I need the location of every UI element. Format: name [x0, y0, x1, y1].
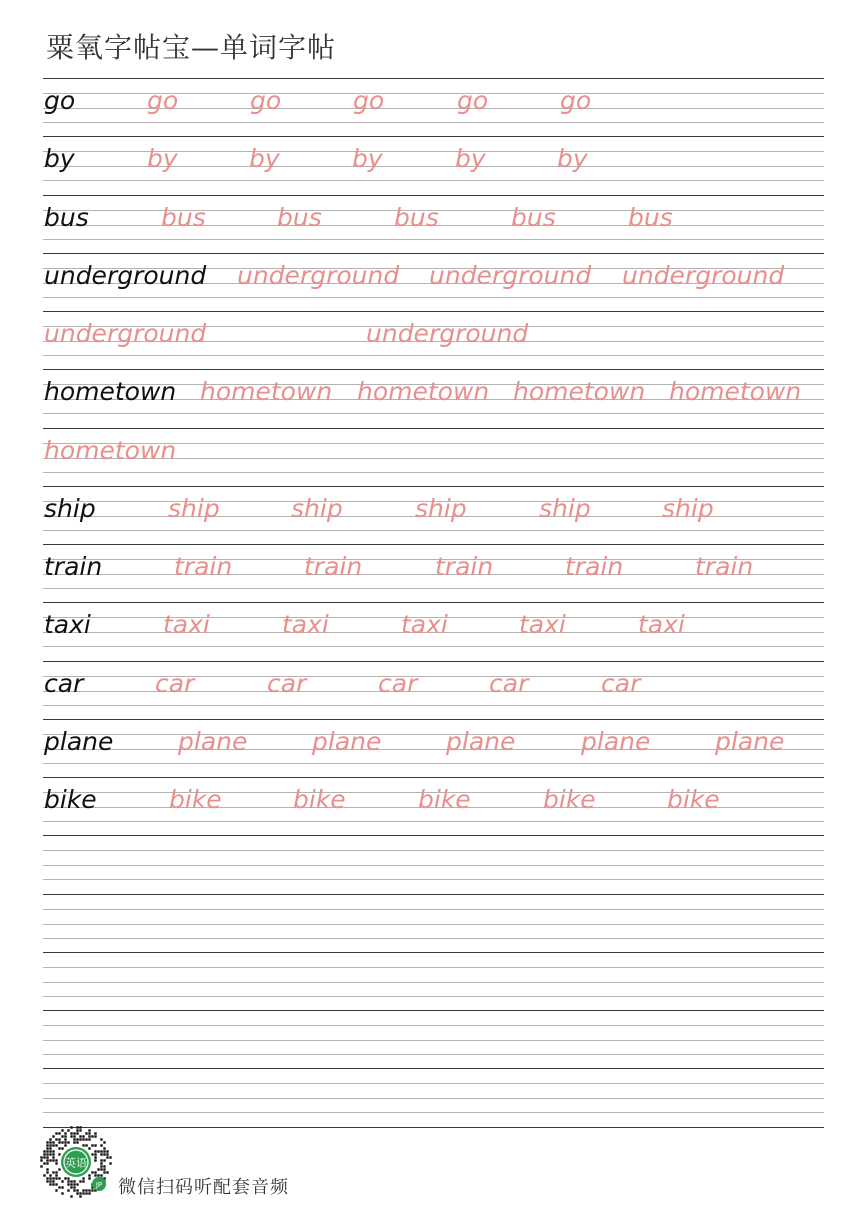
- ruling-line-guide: [43, 734, 824, 735]
- trace-word: by: [147, 144, 178, 173]
- qr-dot: [43, 1156, 45, 1158]
- ruling-line-heavy: [43, 544, 824, 545]
- qr-dot: [97, 1174, 99, 1176]
- ruling-line-heavy: [43, 894, 824, 895]
- qr-dot: [100, 1168, 102, 1170]
- ruling-line-guide: [43, 530, 824, 531]
- trace-word: underground: [44, 319, 207, 348]
- ruling-line-heavy: [43, 602, 824, 603]
- qr-dot: [103, 1165, 105, 1167]
- qr-dot: [100, 1174, 102, 1176]
- qr-dot: [49, 1159, 51, 1161]
- ruling-line-heavy: [43, 311, 824, 312]
- ruling-line-heavy: [43, 136, 824, 137]
- qr-dot: [52, 1177, 54, 1179]
- qr-dot: [55, 1174, 57, 1176]
- writing-sheet: [43, 0, 824, 1227]
- qr-dot: [85, 1132, 87, 1134]
- qr-dot: [88, 1132, 90, 1134]
- qr-dot: [70, 1135, 72, 1137]
- ruling-line-guide: [43, 763, 824, 764]
- model-word: train: [44, 552, 103, 581]
- qr-dot: [46, 1159, 48, 1161]
- qr-dot: [46, 1150, 48, 1152]
- trace-word: underground: [622, 261, 785, 290]
- qr-dot: [103, 1141, 105, 1143]
- qr-dot: [82, 1177, 84, 1179]
- trace-word: plane: [178, 727, 248, 756]
- trace-word: bus: [628, 203, 673, 232]
- qr-dot: [97, 1150, 99, 1152]
- ruling-line-heavy: [43, 486, 824, 487]
- qr-dot: [88, 1147, 90, 1149]
- qr-dot: [100, 1144, 102, 1146]
- trace-word: bus: [394, 203, 439, 232]
- qr-dot: [100, 1165, 102, 1167]
- qr-dot: [40, 1165, 42, 1167]
- qr-dot: [55, 1132, 57, 1134]
- trace-word: hometown: [513, 377, 646, 406]
- ruling-line-heavy: [43, 428, 824, 429]
- page-title: 粟氧字帖宝—单词字帖: [46, 31, 337, 64]
- qr-dot: [52, 1171, 54, 1173]
- qr-dot: [58, 1147, 60, 1149]
- ruling-line-guide: [43, 472, 824, 473]
- trace-word: bike: [667, 785, 720, 814]
- trace-word: go: [560, 86, 592, 115]
- qr-dot: [76, 1138, 78, 1140]
- qr-dot: [79, 1138, 81, 1140]
- qr-dot: [52, 1183, 54, 1185]
- qr-dot: [100, 1138, 102, 1140]
- qr-dot: [94, 1135, 96, 1137]
- qr-dot: [52, 1150, 54, 1152]
- trace-word: go: [250, 86, 282, 115]
- qr-dot: [82, 1192, 84, 1194]
- ruling-line-guide: [43, 1025, 824, 1026]
- qr-dot: [58, 1177, 60, 1179]
- qr-dot: [43, 1153, 45, 1155]
- qr-dot: [76, 1141, 78, 1143]
- qr-dot: [61, 1180, 63, 1182]
- ruling-line-guide: [43, 1083, 824, 1084]
- ruling-line-guide: [43, 413, 824, 414]
- qr-dot: [46, 1180, 48, 1182]
- ruling-line-guide: [43, 1040, 824, 1041]
- trace-word: plane: [446, 727, 516, 756]
- qr-dot: [70, 1186, 72, 1188]
- qr-dot: [100, 1159, 102, 1161]
- trace-word: go: [457, 86, 489, 115]
- qr-dot: [91, 1189, 93, 1191]
- trace-word: taxi: [638, 610, 685, 639]
- qr-dot: [43, 1162, 45, 1164]
- trace-word: hometown: [44, 436, 177, 465]
- qr-dot: [106, 1150, 108, 1152]
- qr-dot: [73, 1186, 75, 1188]
- qr-dot: [49, 1141, 51, 1143]
- qr-dot: [70, 1132, 72, 1134]
- trace-word: taxi: [519, 610, 566, 639]
- qr-dot: [94, 1174, 96, 1176]
- qr-dot: [76, 1192, 78, 1194]
- qr-dot: [79, 1135, 81, 1137]
- trace-word: train: [435, 552, 494, 581]
- ruling-line-guide: [43, 1054, 824, 1055]
- qr-dot: [103, 1171, 105, 1173]
- qr-dot: [100, 1150, 102, 1152]
- model-word: ship: [44, 494, 96, 523]
- qr-dot: [67, 1180, 69, 1182]
- ruling-line-guide: [43, 180, 824, 181]
- qr-dot: [43, 1174, 45, 1176]
- qr-dot: [94, 1156, 96, 1158]
- qr-dot: [49, 1153, 51, 1155]
- trace-word: ship: [662, 494, 714, 523]
- qr-dot: [85, 1138, 87, 1140]
- model-word: plane: [44, 727, 114, 756]
- qr-dot: [91, 1153, 93, 1155]
- qr-dot: [109, 1162, 111, 1164]
- trace-word: underground: [366, 319, 529, 348]
- qr-dot: [46, 1177, 48, 1179]
- qr-dot: [67, 1141, 69, 1143]
- qr-dot: [85, 1192, 87, 1194]
- ruling-line-guide: [43, 749, 824, 750]
- qr-dot: [64, 1141, 66, 1143]
- qr-dot: [55, 1183, 57, 1185]
- qr-dot: [73, 1180, 75, 1182]
- qr-dot: [40, 1156, 42, 1158]
- qr-dot: [46, 1144, 48, 1146]
- qr-dot: [64, 1177, 66, 1179]
- trace-word: car: [601, 669, 641, 698]
- qr-dot: [82, 1180, 84, 1182]
- trace-word: by: [557, 144, 588, 173]
- qr-dot: [82, 1144, 84, 1146]
- qr-dot: [91, 1144, 93, 1146]
- qr-dot: [70, 1126, 72, 1128]
- qr-dot: [109, 1156, 111, 1158]
- ruling-line-guide: [43, 879, 824, 880]
- qr-dot: [58, 1141, 60, 1143]
- qr-dot: [106, 1171, 108, 1173]
- model-word: by: [44, 144, 75, 173]
- ruling-line-heavy: [43, 835, 824, 836]
- qr-dot: [64, 1144, 66, 1146]
- qr-dot: [88, 1129, 90, 1131]
- trace-word: train: [304, 552, 363, 581]
- qr-dot: [103, 1147, 105, 1149]
- ruling-line-guide: [43, 924, 824, 925]
- trace-word: ship: [168, 494, 220, 523]
- ruling-line-guide: [43, 909, 824, 910]
- qr-dot: [52, 1180, 54, 1182]
- qr-dot: [67, 1129, 69, 1131]
- ruling-line-guide: [43, 982, 824, 983]
- trace-word: hometown: [357, 377, 490, 406]
- qr-dot: [55, 1189, 57, 1191]
- qr-corner-text: JP: [95, 1181, 103, 1189]
- model-word: underground: [44, 261, 207, 290]
- qr-dot: [82, 1189, 84, 1191]
- ruling-line-guide: [43, 588, 824, 589]
- qr-dot: [55, 1159, 57, 1161]
- trace-word: bus: [511, 203, 556, 232]
- footer: [40, 1126, 440, 1206]
- qr-dot: [70, 1195, 72, 1197]
- ruling-line-heavy: [43, 1010, 824, 1011]
- ruling-line-guide: [43, 646, 824, 647]
- qr-dot: [94, 1150, 96, 1152]
- qr-dot: [100, 1162, 102, 1164]
- qr-dot: [64, 1138, 66, 1140]
- qr-dot: [61, 1129, 63, 1131]
- qr-dot: [88, 1177, 90, 1179]
- qr-dot: [73, 1135, 75, 1137]
- footer-caption: 微信扫码听配套音频: [118, 1177, 289, 1198]
- trace-word: plane: [715, 727, 785, 756]
- trace-word: go: [147, 86, 179, 115]
- qr-dot: [91, 1171, 93, 1173]
- qr-dot: [73, 1132, 75, 1134]
- qr-dot: [55, 1162, 57, 1164]
- qr-dot: [85, 1189, 87, 1191]
- qr-dot: [49, 1138, 51, 1140]
- qr-dot: [79, 1195, 81, 1197]
- trace-word: underground: [429, 261, 592, 290]
- qr-dot: [46, 1147, 48, 1149]
- qr-dot: [58, 1138, 60, 1140]
- model-word: taxi: [44, 610, 91, 639]
- qr-dot: [52, 1153, 54, 1155]
- qr-dot: [106, 1156, 108, 1158]
- trace-word: train: [174, 552, 233, 581]
- qr-dot: [79, 1126, 81, 1128]
- qr-dot: [61, 1186, 63, 1188]
- qr-dot: [61, 1192, 63, 1194]
- ruling-line-guide: [43, 1098, 824, 1099]
- qr-dot: [49, 1183, 51, 1185]
- qr-dot: [49, 1177, 51, 1179]
- qr-dot: [94, 1159, 96, 1161]
- qr-dot: [46, 1162, 48, 1164]
- qr-dot: [103, 1150, 105, 1152]
- model-word: bike: [44, 785, 97, 814]
- qr-dot: [46, 1156, 48, 1158]
- qr-dot: [46, 1171, 48, 1173]
- qr-dot: [67, 1177, 69, 1179]
- trace-word: bus: [161, 203, 206, 232]
- qr-dot: [85, 1144, 87, 1146]
- qr-dot: [97, 1168, 99, 1170]
- ruling-line-guide: [43, 938, 824, 939]
- qr-dot: [55, 1138, 57, 1140]
- trace-word: bike: [418, 785, 471, 814]
- qr-dot: [79, 1180, 81, 1182]
- qr-dot: [52, 1159, 54, 1161]
- qr-dot: [94, 1171, 96, 1173]
- qr-dot: [55, 1144, 57, 1146]
- qr-dot: [88, 1138, 90, 1140]
- ruling-line-heavy: [43, 369, 824, 370]
- trace-word: go: [353, 86, 385, 115]
- qr-dot: [46, 1153, 48, 1155]
- qr-dot: [67, 1183, 69, 1185]
- qr-dot: [58, 1132, 60, 1134]
- qr-dot: [52, 1156, 54, 1158]
- qr-dot: [49, 1147, 51, 1149]
- qr-dot: [46, 1168, 48, 1170]
- trace-word: plane: [581, 727, 651, 756]
- qr-dot: [49, 1174, 51, 1176]
- qr-dot: [76, 1183, 78, 1185]
- ruling-line-guide: [43, 850, 824, 851]
- qr-dot: [52, 1144, 54, 1146]
- qr-dot: [79, 1129, 81, 1131]
- trace-word: car: [267, 669, 307, 698]
- qr-dot: [82, 1138, 84, 1140]
- trace-word: taxi: [401, 610, 448, 639]
- trace-word: ship: [539, 494, 591, 523]
- ruling-line-heavy: [43, 78, 824, 79]
- trace-word: plane: [312, 727, 382, 756]
- trace-word: bike: [543, 785, 596, 814]
- ruling-line-guide: [43, 122, 824, 123]
- qr-dot: [73, 1138, 75, 1140]
- qr-dot: [88, 1189, 90, 1191]
- qr-dot: [49, 1180, 51, 1182]
- qr-dot: [76, 1189, 78, 1191]
- qr-dot: [52, 1135, 54, 1137]
- ruling-line-guide: [43, 239, 824, 240]
- qr-dot: [58, 1153, 60, 1155]
- qr-dot: [40, 1159, 42, 1161]
- qr-dot: [76, 1129, 78, 1131]
- ruling-line-guide: [43, 821, 824, 822]
- ruling-line-guide: [43, 996, 824, 997]
- qr-dot: [103, 1153, 105, 1155]
- trace-word: underground: [237, 261, 400, 290]
- trace-word: by: [249, 144, 280, 173]
- qr-dot: [73, 1189, 75, 1191]
- qr-dot: [100, 1153, 102, 1155]
- qr-dot: [58, 1186, 60, 1188]
- qr-dot: [43, 1150, 45, 1152]
- ruling-line-heavy: [43, 253, 824, 254]
- trace-word: hometown: [200, 377, 333, 406]
- trace-word: car: [155, 669, 195, 698]
- qr-dot: [76, 1126, 78, 1128]
- qr-dot: [82, 1135, 84, 1137]
- ruling-line-guide: [43, 355, 824, 356]
- ruling-line-heavy: [43, 777, 824, 778]
- trace-word: ship: [291, 494, 343, 523]
- qr-dot: [61, 1135, 63, 1137]
- model-word: car: [44, 669, 84, 698]
- trace-word: bus: [277, 203, 322, 232]
- qr-dot: [76, 1132, 78, 1134]
- qr-dot: [61, 1141, 63, 1143]
- qr-dot: [61, 1147, 63, 1149]
- trace-word: taxi: [163, 610, 210, 639]
- ruling-line-guide: [43, 297, 824, 298]
- trace-word: bike: [293, 785, 346, 814]
- trace-word: car: [489, 669, 529, 698]
- ruling-line-guide: [43, 705, 824, 706]
- qr-dot: [52, 1141, 54, 1143]
- trace-word: hometown: [669, 377, 802, 406]
- trace-word: train: [565, 552, 624, 581]
- qr-dot: [49, 1150, 51, 1152]
- qr-dot: [55, 1177, 57, 1179]
- trace-word: ship: [415, 494, 467, 523]
- qr-dot: [64, 1132, 66, 1134]
- qr-dot: [94, 1153, 96, 1155]
- qr-dot: [55, 1171, 57, 1173]
- trace-word: train: [695, 552, 754, 581]
- qr-dot: [49, 1144, 51, 1146]
- qr-dot: [70, 1183, 72, 1185]
- ruling-line-guide: [43, 967, 824, 968]
- qr-dot: [73, 1141, 75, 1143]
- qr-dot: [94, 1144, 96, 1146]
- trace-word: car: [378, 669, 418, 698]
- qr-dot: [88, 1135, 90, 1137]
- qr-dot: [88, 1174, 90, 1176]
- qr-dot: [106, 1153, 108, 1155]
- trace-word: taxi: [282, 610, 329, 639]
- qr-dot: [64, 1135, 66, 1137]
- ruling-line-guide: [43, 1112, 824, 1113]
- trace-word: bike: [169, 785, 222, 814]
- trace-word: by: [455, 144, 486, 173]
- qr-code-icon[interactable]: [40, 1126, 112, 1198]
- ruling-line-guide: [43, 865, 824, 866]
- qr-dot: [103, 1168, 105, 1170]
- trace-word: by: [352, 144, 383, 173]
- qr-badge-text: 英语: [65, 1156, 87, 1170]
- model-word: hometown: [44, 377, 177, 406]
- qr-dot: [67, 1189, 69, 1191]
- qr-dot: [91, 1135, 93, 1137]
- ruling-line-heavy: [43, 1068, 824, 1069]
- ruling-line-heavy: [43, 195, 824, 196]
- model-word: bus: [44, 203, 89, 232]
- qr-dot: [73, 1183, 75, 1185]
- ruling-line-heavy: [43, 661, 824, 662]
- qr-dot: [58, 1168, 60, 1170]
- ruling-line-heavy: [43, 719, 824, 720]
- qr-dot: [46, 1141, 48, 1143]
- ruling-line-heavy: [43, 952, 824, 953]
- qr-dot: [70, 1180, 72, 1182]
- qr-dot: [103, 1159, 105, 1161]
- model-word: go: [44, 86, 76, 115]
- qr-dot: [94, 1132, 96, 1134]
- qr-dot: [79, 1192, 81, 1194]
- qr-dot: [88, 1192, 90, 1194]
